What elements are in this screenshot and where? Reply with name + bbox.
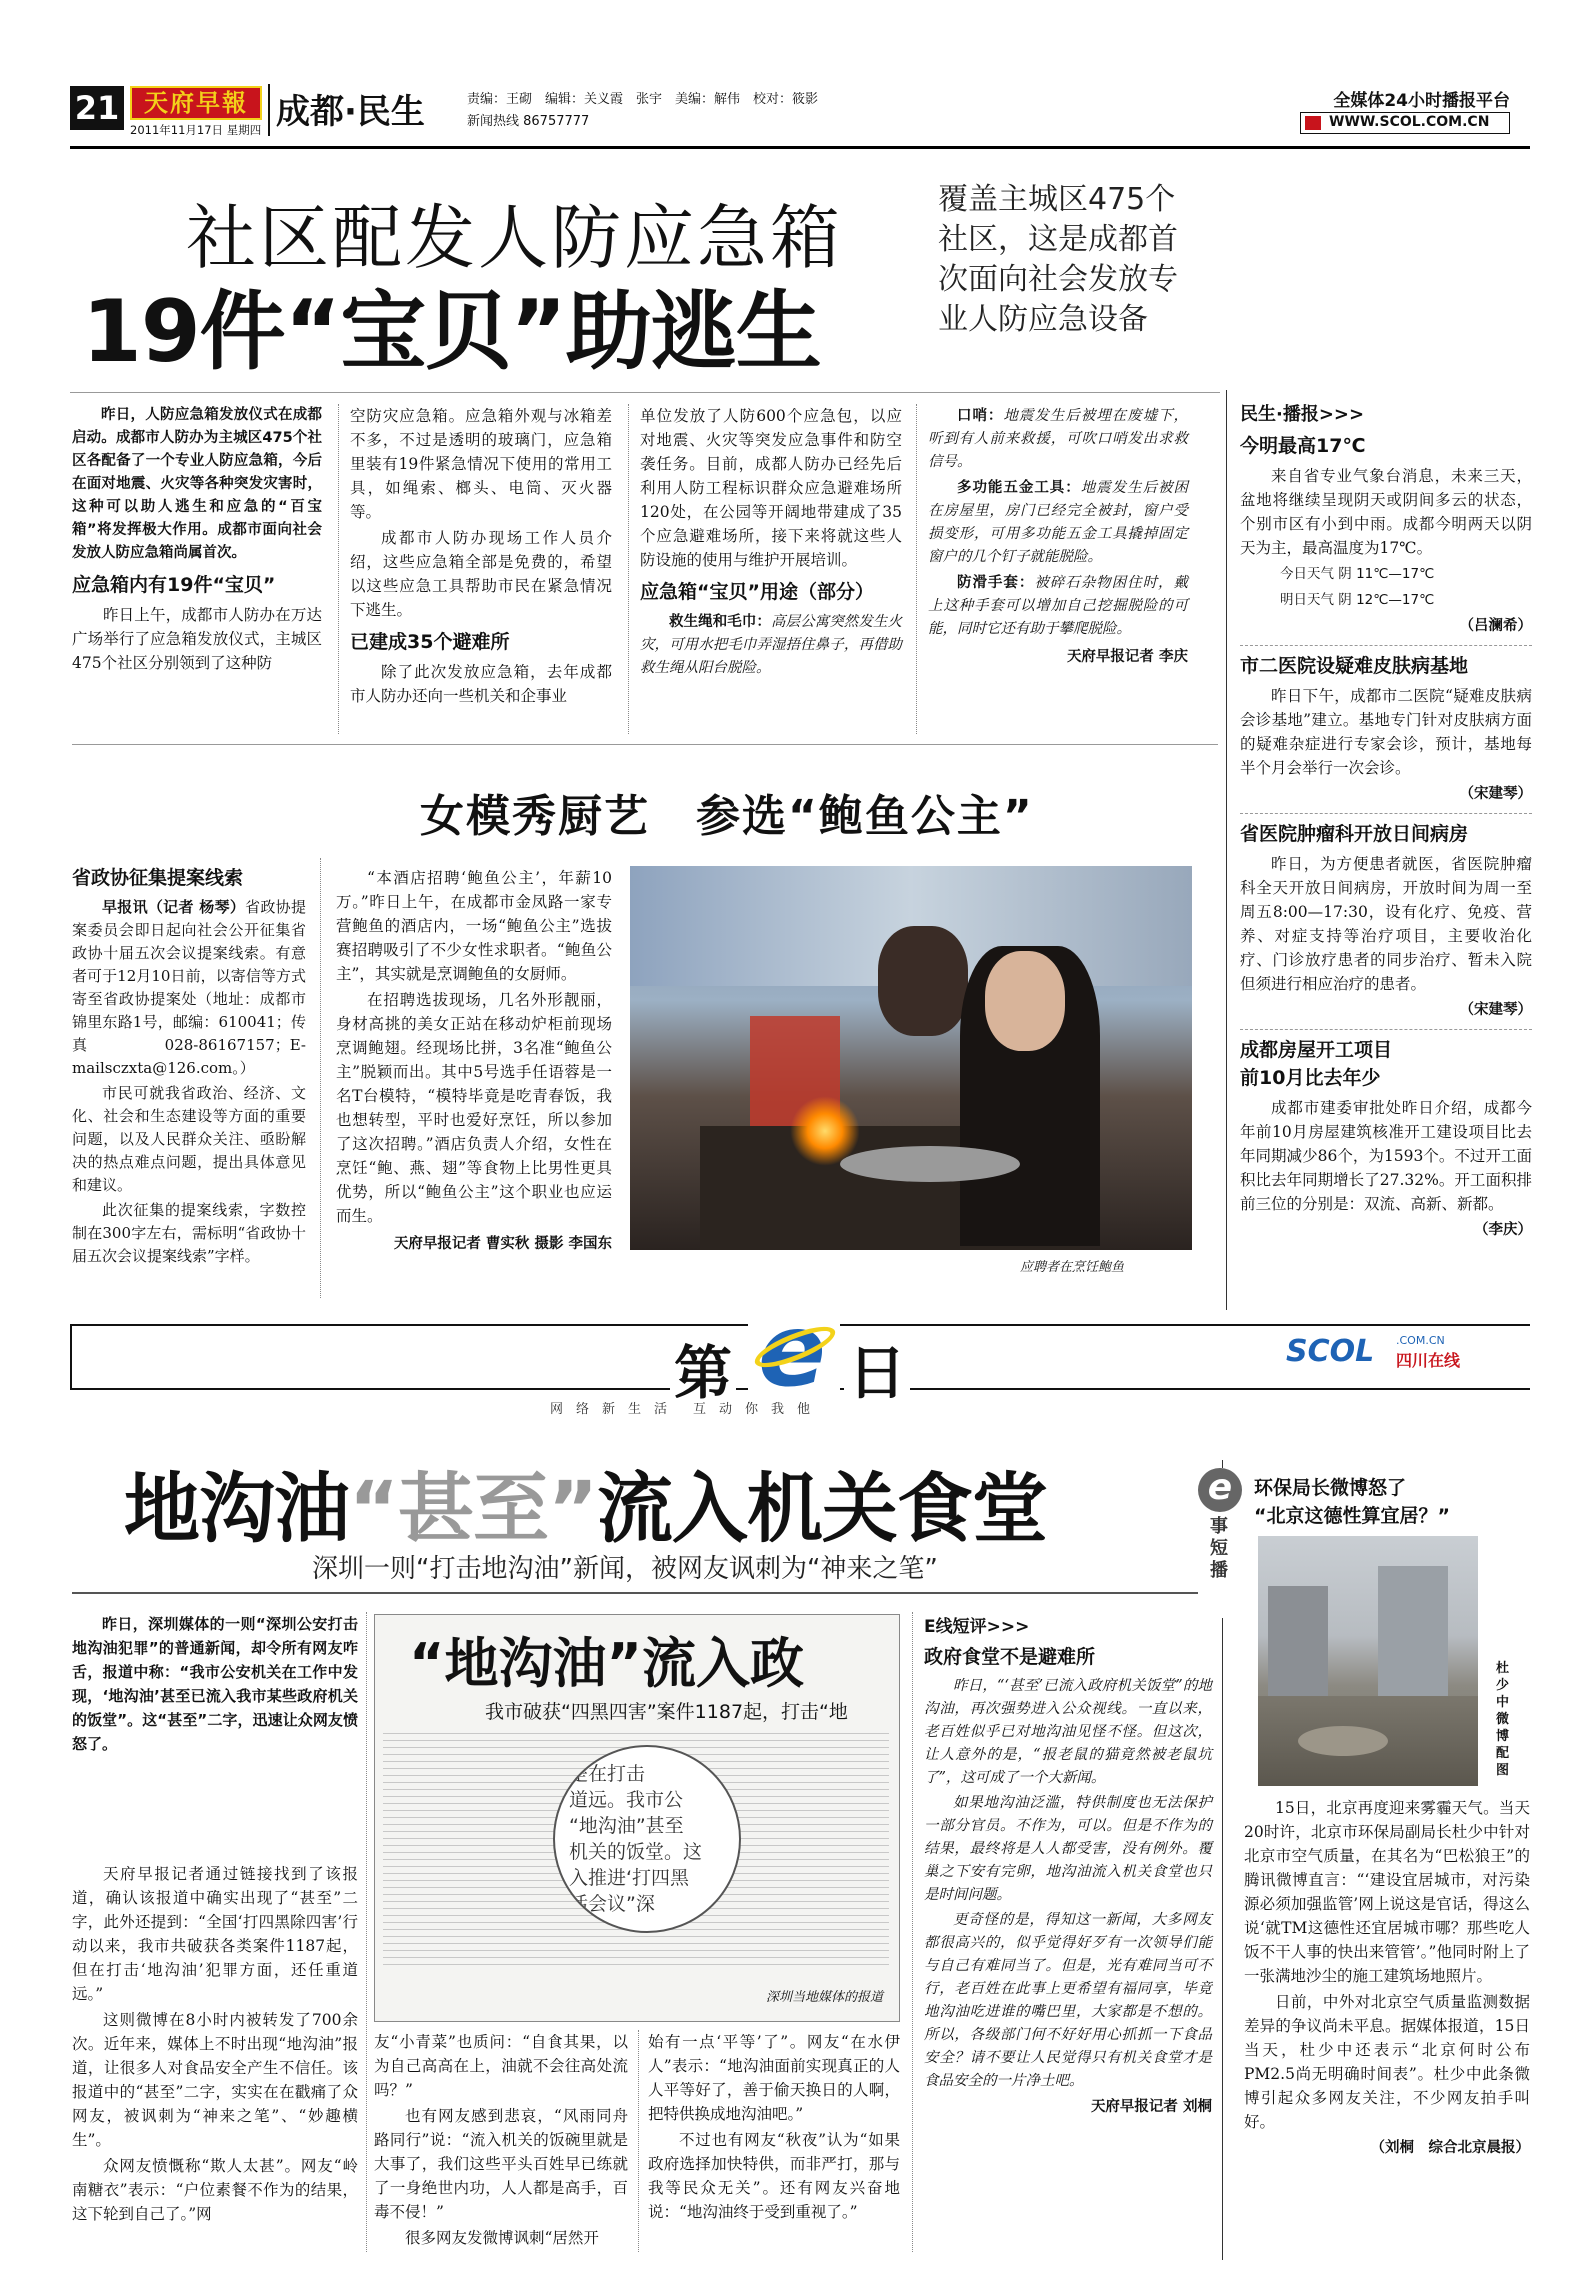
sidebar2-body [1244,1796,1530,2157]
clip-caption: 深圳当地媒体的报道 [765,1990,883,2005]
home-icon [1305,116,1321,130]
sidebar2-photo [1258,1536,1478,1786]
news-hotline: 新闻热线 86757777 [467,114,590,129]
brief-2-byline: （宋建琴） [1459,786,1532,802]
brief-4-byline: （李庆） [1474,1222,1532,1238]
story1-col4 [928,404,1188,666]
banner-di: 第 [670,1326,736,1410]
page-header [70,84,1530,144]
sidebar2-title-1: 环保局长微博怒了 [1254,1477,1407,1499]
sidebar2-para-1: 15日，北京再度迎来雾霾天气。当天20时许，北京市环保局副局长杜少中针对北京市空气质量，在其名为“巴松狼王”的腾讯微博直言：“‘建设宜居城市，对污染源必须加强监管’网上说这是官话，得这么说‘就TM这德性还宜居城市哪？那些吃人饭不干人事的快出来管管’。”他同时附上了一张满地沙尘的施工建筑场地照片。 [1244,1799,1530,1985]
story4-para-1: 天府早报记者通过链接找到了该报道，确认该报道中确实出现了“甚至”二字，此外还提到：“全国‘打四黑除四害’行动以来，我市共破获各类案件1187起，但在打击‘地沟油’犯罪方面，还任重道远。” [72,1865,358,2003]
story1-deck: 覆盖主城区475个社区，这是成都首次面向社会发放专业人防应急设备 [938,182,1178,337]
story1-title-line2: 19件“宝贝”助逃生 [82,282,821,382]
brief-1-title: 今明最高17℃ [1240,435,1366,457]
usage-item-3: 多功能五金工具：地震发生后被困在房屋里，房门已经完全被封，窗户受损变形，可用多功能五金工具撬掉固定窗户的几个钉子就能脱险。 [928,479,1189,565]
story1-para-1: 昨日上午，成都市人防办在万达广场举行了应急箱发放仪式，主城区475个社区分别领到了这种防 [72,606,322,672]
brief-2-title: 市二医院设疑难皮肤病基地 [1240,655,1469,677]
sidebar2-title-2: “北京这德性算宜居？” [1254,1505,1450,1527]
brief-2-body: 昨日下午，成都市二医院“疑难皮肤病会诊基地”建立。基地专门针对皮肤病方面的疑难杂症进行专家会诊，预计，基地每半个月会举行一次会诊。 [1240,687,1532,777]
story4-para-4: 友“小青菜”也质问：“自食其果，以为自己高高在上，油就不会往高处流吗？” [374,2033,628,2099]
story2-photo-caption: 应聘者在烹饪鲍鱼 [1020,1260,1125,1275]
story4-para-3: 众网友愤慨称“欺人太甚”。网友“岭南糖衣”表示：“户位素餐不作为的结果，这下轮到自己了。”网 [72,2157,358,2223]
paper-name: 天府早報 [144,89,248,117]
story4-para-6: 很多网友发微博讽刺“居然开 [405,2229,599,2247]
story1-subhead-2: 已建成35个避难所 [350,631,510,653]
brief-1-byline: （吕澜希） [1459,618,1532,634]
usage-item-1: 救生绳和毛巾：高层公寓突然发生火灾，可用水把毛巾弄湿捂住鼻子，再借助救生绳从阳台脱险。 [640,613,903,676]
brief-4-title-2: 前10月比去年少 [1240,1067,1381,1089]
scol-url-box [1300,112,1510,134]
sidebar2-photo-caption: 杜少中微博配图 [1496,1661,1510,1778]
paper-logo [130,86,262,120]
story4-col1b [72,1862,358,2228]
story1-col1 [72,404,322,677]
ie-e-icon: e [748,1310,840,1402]
story1-col3 [640,404,902,682]
commentary-col [924,1612,1212,2116]
story4-para-5: 也有网友感到悲哀，“风雨同舟路同行”说：“流入机关的饭碗里就是大事了，我们这些平头百姓早已练就了一身绝世内功，人人都是高手，百毒不侵！” [374,2107,628,2221]
clip-subtitle: 我市破获“四黑四害”案件1187起，打击“地 [485,1701,848,1723]
story4-para-8: 不过也有网友“秋夜”认为“如果政府选择加快特供，而非严打，那与我等民众无关”。还有网友兴奋地说：“地沟油终于受到重视了。” [648,2131,900,2221]
story3-title: 省政协征集提案线索 [72,867,244,889]
e-brief-label: 事短播 [1210,1516,1228,1581]
story1-para-2: 空防灾应急箱。应急箱外观与冰箱差不多，不过是透明的玻璃门，应急箱里装有19件紧急情况下使用的常用工具，如绳索、榔头、电筒、灭火器等。 [350,407,612,521]
issue-date: 2011年11月17日 星期四 [130,123,262,137]
e-brief-tag [1198,1468,1242,1618]
brief-3-title: 省医院肿瘤科开放日间病房 [1240,823,1469,845]
story2-para-1: “本酒店招聘‘鲍鱼公主’，年薪10万。”昨日上午，在成都市金凤路一家专营鲍鱼的酒店内，一场“鲍鱼公主”选拔赛招聘吸引了不少女性求职者。“鲍鱼公主”，其实就是烹调鲍鱼的女厨师。 [336,869,612,983]
sidebar-header: 民生·播报>>> [1240,404,1365,425]
story2-para-2: 在招聘选拔现场，几名外形靓丽，身材高挑的美女正站在移动炉柜前现场烹调鲍翅。经现场比拼，3名准“鲍鱼公主”脱颖而出。其中5号选手任语蓉是一名T台模特，“模特毕竟是吃青春饭，我也想转型，平时也爱好烹饪，所以参加了这次招聘。”酒店负责人介绍，女性在烹饪“鲍、燕、翅”等食物上比男性更具优势，所以“鲍鱼公主”这个职业也应运而生。 [336,991,612,1225]
story4-lead: 昨日，深圳媒体的一则“深圳公安打击地沟油犯罪”的普通新闻，却令所有网友咋舌，报道中称：“我市公安机关在工作中发现，‘地沟油’甚至已流入我市某些政府机关的饭堂”。这“甚至”二字，迅速让众网友愤怒了。 [72,1615,358,1753]
commentary-byline: 天府早报记者 刘桐 [1090,2099,1212,2115]
story2-col [336,866,612,1253]
story4-title-quote: “甚至” [349,1464,597,1553]
banner-slogan: 网 络 新 生 活 互 动 你 我 他 [550,1402,811,1417]
sidebar2-para-2: 日前，中外对北京空气质量监测数据差异的争议尚未平息。据媒体报道，15日当天，杜少中还表示“北京何时公布PM2.5尚无明确时间表”。杜少中此条微博引起众多网友关注，不少网友拍手叫好。 [1244,1993,1530,2131]
story1-subhead-3: 应急箱“宝贝”用途（部分） [640,581,874,603]
sidebar2-byline: （刘桐 综合北京晨报） [1370,2140,1530,2156]
brief-1-body: 来自省专业气象台消息，未来三天，盆地将继续呈现阴天或阴间多云的状态，个别市区有小到中雨。成都今明两天以阴天为主，最高温度为17℃。 [1240,467,1532,557]
magnifier-circle: 是在打击 道远。我市公 “地沟油”甚至 机关的饭堂。这 入推进‘打四黑 话会议”深 [553,1745,741,1933]
story1-para-3: 成都市人防办现场工作人员介绍，这些应急箱全部是免费的，希望以这些应急工具帮助市民在紧急情况下逃生。 [350,529,612,619]
usage-item-4: 防滑手套：被碎石杂物困住时，戴上这种手套可以增加自己挖掘脱险的可能，同时它还有助于攀爬脱险。 [928,574,1189,637]
clip-title: “地沟油”流入政 [409,1632,804,1695]
brief-1-tomorrow: 明日天气 阴 12℃—17℃ [1280,592,1435,608]
brief-4-body: 成都市建委审批处昨日介绍，成都今年前10月房屋建筑核准开工建设项目比去年同期减少86个，为1593个。不过开工面积比去年同期增长了27.32%。开工面积排前三位的分别是：双流、高新、新都。 [1240,1099,1532,1213]
brief-3-body: 昨日，为方便患者就医，省医院肿瘤科全天开放日间病房，开放时间为周一至周五8:00—17:30，设有化疗、免疫、营养、对症支持等治疗项目，主要收治化疗、门诊放疗患者的同步治疗、暂未入院但须进行相应治疗的患者。 [1240,855,1532,993]
scol-url[interactable]: WWW.SCOL.COM.CN [1329,114,1490,130]
story4-col2 [374,2030,628,2252]
e-brief-letter: e [1198,1468,1242,1512]
story4-col3 [648,2030,900,2226]
story1-para-4: 除了此次发放应急箱，去年成都市人防办还向一些机关和企事业 [350,663,612,705]
commentary-header: E线短评>>> [924,1617,1030,1637]
banner-ri: 日 [844,1326,910,1410]
section-name: 成都·民生 [276,92,425,132]
story3-col [72,858,306,1270]
commentary-para-3: 更奇怪的是，得知这一新闻，大多网友都很高兴的，似乎觉得好歹有一次领导们能与自己有难同当了。但是，光有难同当可不行，老百姓在此事上更希望有福同享，毕竟地沟油吃进谁的嘴巴里，大家都是不想的。所以，各级部门何不好好用心抓抓一下食品安全？请不要让人民觉得只有机关食堂才是食品安全的一片净土吧。 [924,1912,1212,2089]
commentary-title: 政府食堂不是避难所 [924,1646,1096,1668]
brief-3-byline: （宋建琴） [1459,1002,1532,1018]
story4-para-2: 这则微博在8小时内被转发了700余次。近年来，媒体上不时出现“地沟油”报道，让很多人对食品安全产生不信任。该报道中的“甚至”二字，实实在在戳痛了众网友，被讽刺为“神来之笔”、“妙趣横生”。 [72,2011,358,2149]
story1-subhead-1: 应急箱内有19件“宝贝” [72,574,276,596]
platform-label: 全媒体24小时播报平台 [1333,91,1510,111]
story1-col2 [350,404,612,710]
story1-byline: 天府早报记者 李庆 [1066,649,1188,665]
page-number: 21 [70,86,124,130]
story4-col1 [72,1612,358,1758]
commentary-para-2: 如果地沟油泛滥，特供制度也无法保护一部分官员。不作为，可以。但是不作为的结果，最终将是人人都受害，没有例外。覆巢之下安有完卵，地沟油流入机关食堂也只是时间问题。 [924,1795,1212,1903]
sidebar-news [1240,400,1532,1239]
story3-para-1: 早报讯（记者 杨琴）省政协提案委员会即日起向社会公开征集省政协十届五次会议提案线索。有意者可于12月10日前，以寄信等方式寄至省政协提案处（地址：成都市锦里东路1号，邮编：610041；传真028-86167157；E-mailsczxta@126.com。） [72,898,306,1077]
story1-lead: 昨日，人防应急箱发放仪式在成都启动。成都市人防办为主城区475个社区各配备了一个专业人防应急箱，今后在面对地震、火灾等各种突发灾害时，这种可以助人逃生和应急的“百宝箱”将发挥极大作用。成都市面向社会发放人防应急箱尚属首次。 [72,407,322,561]
story3-para-3: 此次征集的提案线索，字数控制在300字左右，需标明“省政协十届五次会议提案线索”字样。 [72,1201,306,1265]
story4-title: 地沟油“甚至”流入机关食堂 [124,1464,1047,1553]
story1-title-line1: 社区配发人防应急箱 [186,197,843,279]
story4-subtitle: 深圳一则“打击地沟油”新闻，被网友讽刺为“神来之笔” [312,1554,938,1584]
e-day-banner [70,1292,1530,1424]
editors-line: 责编：王砌 编辑：关义霞 张宇 美编：解伟 校对：筱影 [467,92,819,107]
usage-item-2: 口哨：地震发生后被埋在废墟下，听到有人前来救援，可吹口哨发出求救信号。 [928,407,1189,470]
commentary-para-1: 昨日，“‘甚至’已流入政府机关饭堂”的地沟油，再次强势进入公众视线。一直以来，老百姓似乎已对地沟油见怪不怪。但这次，让人意外的是，“报老鼠的猫竟然被老鼠坑了”，这可成了一个大新闻。 [924,1678,1212,1786]
story2-photo [630,866,1192,1250]
sidebar2 [1254,1474,1532,1538]
story2-byline: 天府早报记者 曹实秋 摄影 李国东 [393,1236,612,1252]
brief-4-title-1: 成都房屋开工项目 [1240,1039,1393,1061]
story4-para-7: 始有一点‘平等’了”。网友“在水伊人”表示：“地沟油面前实现真正的人人平等好了，善于偷天换日的人啊，把特供换成地沟油吧。” [648,2033,900,2123]
scol-logo: SCOL .COM.CN 四川在线 [1286,1332,1516,1372]
story1-para-5: 单位发放了人防600个应急包，以应对地震、火灾等突发应急事件和防空袭任务。目前，成都人防办已经先后利用人防工程标识群众应急避难场所120处，在公园等开阔地带建成了35个应急避难场所，接下来将就这些人防设施的使用与维护开展培训。 [640,407,902,569]
story3-para-2: 市民可就我省政治、经济、文化、社会和生态建设等方面的重要问题，以及人民群众关注、亟盼解决的热点难点问题，提出具体意见和建议。 [72,1084,306,1194]
newspaper-clipping-image [374,1614,900,2022]
brief-1-today: 今日天气 阴 11℃—17℃ [1280,566,1435,582]
story2-title: 女模秀厨艺 参选“鲍鱼公主” [420,791,1034,842]
